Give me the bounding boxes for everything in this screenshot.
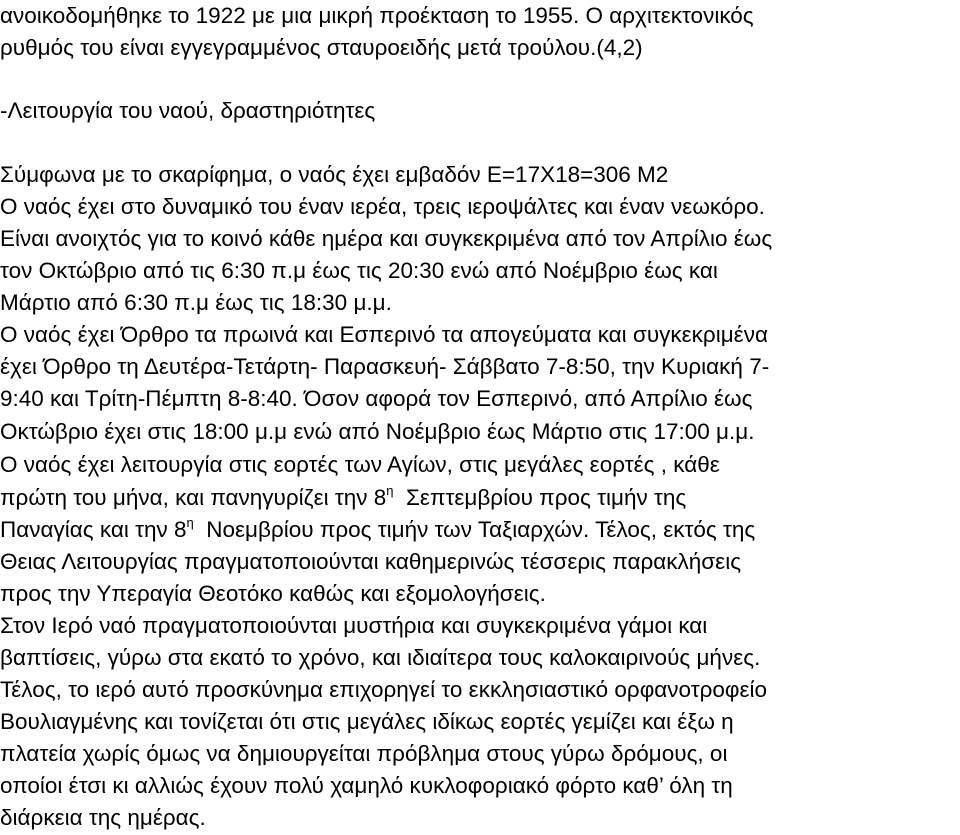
text-line: προς την Υπεραγία Θεοτόκο καθώς και εξομολογήσεις. <box>0 581 546 606</box>
text-line: τον Οκτώβριο από τις 6:30 π.μ έως τις 20:30 ενώ από Νοέμβριο έως και <box>0 258 718 283</box>
text-line: Ο ναός έχει Όρθρο τα πρωινά και Εσπερινό τα απογεύματα και συγκεκριμένα <box>0 322 768 347</box>
text-line: Είναι ανοιχτός για το κοινό κάθε ημέρα και συγκεκριμένα από τον Απρίλιο έως <box>0 226 773 251</box>
text-run: Παναγίας και την 8 <box>0 517 187 542</box>
text-line: Οκτώβριο έχει στις 18:00 μ.μ ενώ από Νοέμβριο έως Μάρτιο στις 17:00 μ.μ. <box>0 419 755 444</box>
text-line: οποίοι έτσι κι αλλιώς έχουν πολύ χαμηλό κυκλοφοριακό φόρτο καθ’ όλη τη <box>0 773 733 798</box>
text-line: ρυθμός του είναι εγγεγραμμένος σταυροειδής μετά τρούλου.(4,2) <box>0 35 643 60</box>
text-line: έχει Όρθρο τη Δευτέρα-Τετάρτη- Παρασκευή- Σάββατο 7-8:50, την Κυριακή 7- <box>0 354 770 379</box>
text-line: Βουλιαγμένης και τονίζεται ότι στις μεγάλες ιδίκως εορτές γεμίζει και έξω η <box>0 709 734 734</box>
text-line: Σύμφωνα με το σκαρίφημα, ο ναός έχει εμβαδόν Ε=17Χ18=306 Μ2 <box>0 162 669 187</box>
text-run: Σεπτεμβρίου προς τιμήν της <box>393 485 687 510</box>
text-line: πλατεία χωρίς όμως να δημιουργείται πρόβλημα στους γύρω δρόμους, οι <box>0 741 728 766</box>
text-line: Τέλος, το ιερό αυτό προσκύνημα επιχορηγεί το εκκλησιαστικό ορφανοτροφείο <box>0 677 768 702</box>
superscript: η <box>186 515 194 530</box>
section-heading: -Λειτουργία του ναού, δραστηριότητες <box>0 98 376 123</box>
text-line <box>0 484 686 515</box>
text-run: πρώτη του μήνα, και πανηγυρίζει την 8 <box>0 485 387 510</box>
text-line <box>0 516 755 547</box>
text-line: Ο ναός έχει στο δυναμικό του έναν ιερέα, τρεις ιεροψάλτες και έναν νεωκόρο. <box>0 194 765 219</box>
superscript: η <box>386 483 394 498</box>
text-line: διάρκεια της ημέρας. <box>0 805 206 830</box>
text-run: Νοεμβρίου προς τιμήν των Ταξιαρχών. Τέλος, εκτός της <box>193 517 756 542</box>
text-line: Στον Ιερό ναό πραγματοποιούνται μυστήρια και συγκεκριμένα γάμοι και <box>0 613 708 638</box>
text-line: 9:40 και Τρίτη-Πέμπτη 8-8:40. Όσον αφορά τον Εσπερινό, από Απρίλιο έως <box>0 386 753 411</box>
text-line: Θειας Λειτουργίας πραγματοποιούνται καθημερινώς τέσσερις παρακλήσεις <box>0 549 742 574</box>
text-line: ανοικοδομήθηκε το 1922 με μια μικρή προέκταση το 1955. Ο αρχιτεκτονικός <box>0 3 754 28</box>
text-line: Μάρτιο από 6:30 π.μ έως τις 18:30 μ.μ. <box>0 290 392 315</box>
text-line: βαπτίσεις, γύρω στα εκατό το χρόνο, και ιδιαίτερα τους καλοκαιρινούς μήνες. <box>0 645 761 670</box>
text-line: Ο ναός έχει λειτουργία στις εορτές των Αγίων, στις μεγάλες εορτές , κάθε <box>0 452 720 477</box>
